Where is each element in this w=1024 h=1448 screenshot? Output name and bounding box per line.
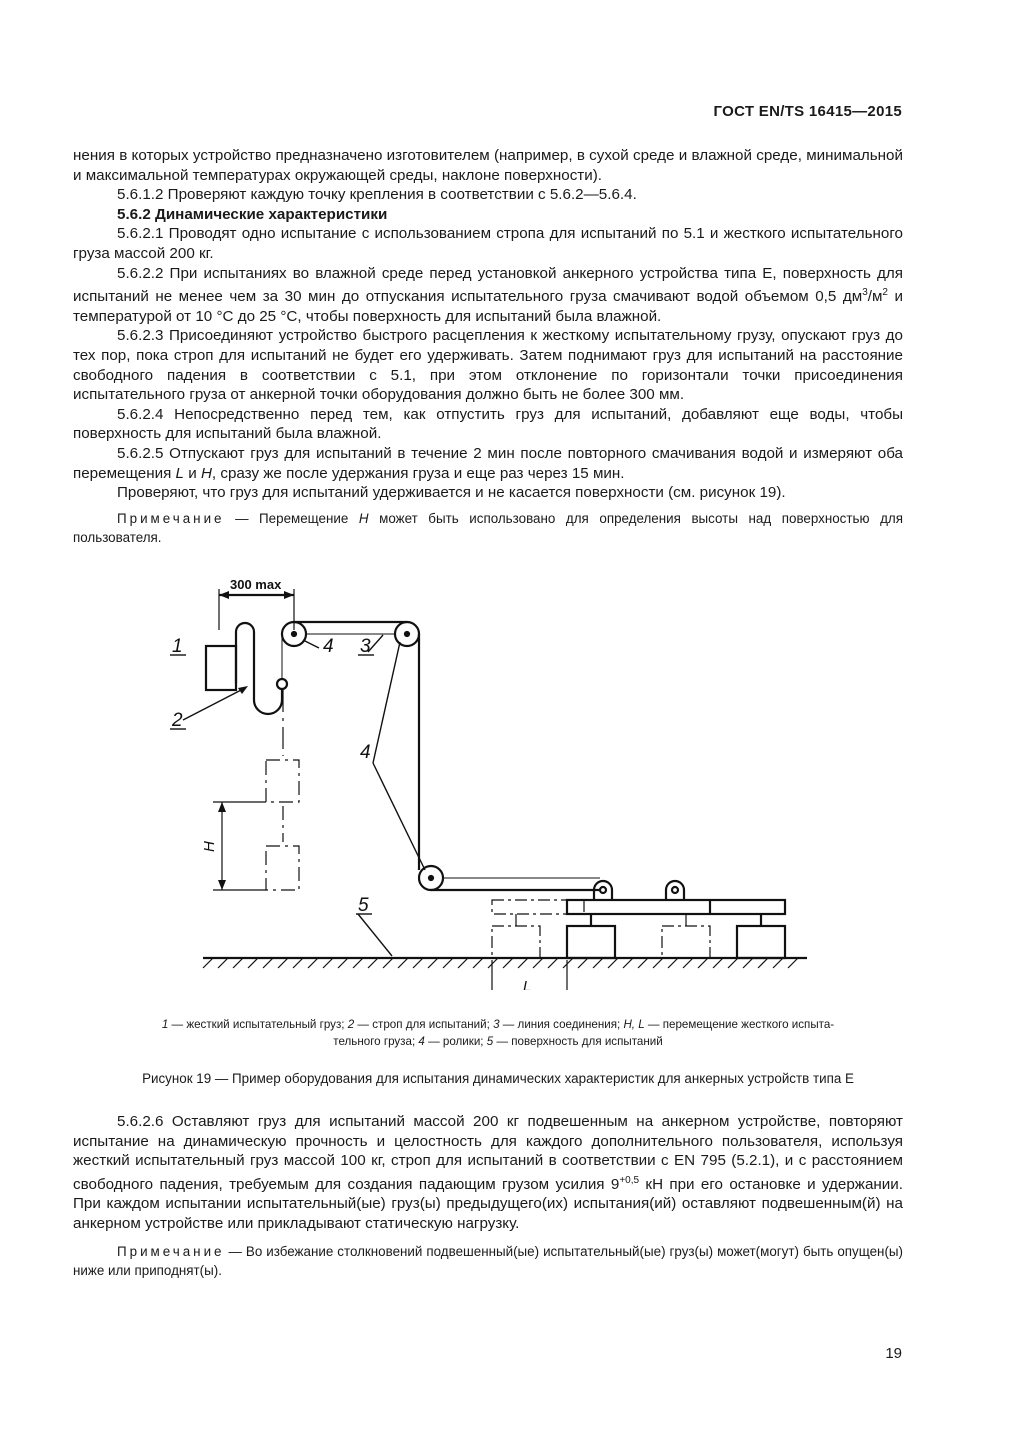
label-H: H bbox=[201, 841, 218, 852]
paragraph-5-6-2-5: 5.6.2.5 Отпускают груз для испытаний в течение 2 мин после повторного смачивания водой и измеряют оба перемещения L и H, сразу же после удержания груза и еще раз через 15 мин. bbox=[73, 444, 903, 482]
label-L: L bbox=[523, 978, 532, 990]
note-1: Примечание — Перемещение H может быть использовано для определения высоты над поверхностью для пользователя. bbox=[73, 510, 903, 545]
test-sling-loop bbox=[236, 623, 282, 714]
paragraph-5-6-2-2: 5.6.2.2 При испытаниях во влажной среде перед установкой анкерного устройства типа Е, поверхность для испытаний не менее чем за 30 мин до отпускания испытательного груза смачивают водой объемом 0,5 $дм^3/м^2$ и температурой от 10 °С до 25 °С, чтобы поверхность для испытаний была влажной. bbox=[73, 264, 903, 325]
label-4-right: 4 bbox=[360, 742, 371, 763]
dim-300-label: 300 max bbox=[230, 577, 282, 592]
figure-19-diagram bbox=[0, 570, 1024, 990]
legend-line-2: тельного груза; 4 — ролики; 5 — поверхность для испытаний bbox=[333, 1035, 663, 1048]
label-5: 5 bbox=[358, 895, 369, 916]
label-4-top: 4 bbox=[323, 636, 334, 657]
attachment-ring bbox=[277, 679, 287, 689]
paragraph-5-6-1-2: 5.6.1.2 Проверяют каждую точку крепления в соответствии с 5.6.2—5.6.4. bbox=[117, 186, 637, 204]
paragraph-5-6-2-1: 5.6.2.1 Проводят одно испытание с использованием стропа для испытаний по 5.1 и жесткого испытательного груза массой 200 кг. bbox=[73, 225, 903, 262]
anchor-rail bbox=[567, 900, 785, 914]
paragraph-check: Проверяют, что груз для испытаний удерживается и не касается поверхности (см. рисунок 19). bbox=[117, 484, 786, 502]
weight-position-lower bbox=[266, 846, 299, 890]
surface-hatching bbox=[203, 958, 798, 968]
note-2: Примечание — Во избежание столкновений подвешенный(ые) испытательный(ые) груз(ы) может(могут) быть опущен(ы) ниже или приподнят(ы). bbox=[73, 1243, 903, 1278]
anchor-support-2 bbox=[737, 926, 785, 958]
label-3: 3 bbox=[360, 636, 371, 657]
legend-line-1: 1 — жесткий испытательный груз; 2 — строп для испытаний; 3 — линия соединения; H, L — перемещение жесткого испыта- bbox=[161, 1018, 835, 1031]
page-number: 19 bbox=[885, 1345, 902, 1362]
anchor-support-1 bbox=[567, 926, 615, 958]
weight-position-upper bbox=[266, 760, 299, 802]
label-2: 2 bbox=[172, 710, 183, 731]
figure-title: Рисунок 19 — Пример оборудования для испытания динамических характеристик для анкерных устройств типа Е bbox=[142, 1071, 854, 1086]
paragraph-5-6-2-6: 5.6.2.6 Оставляют груз для испытаний массой 200 кг подвешенным на анкерном устройстве, повторяют испытание на динамическую прочность и целостность для каждого дополнительного пользователя, используя жесткий испытательный груз массой 100 кг, строп для испытаний в соответствии с EN 795 (5.2.1), и с расстоянием свободного падения, требуемым для создания падающим грузом усилия $9^{+0,5}$ кН при его остановке и удержании. При каждом испытании испытательный(ые) груз(ы) предыдущего(их) испытания(ий) оставляют подвешенным(й) на анкерном устройстве или прикладывают статическую нагрузку. bbox=[73, 1113, 903, 1233]
paragraph-5-6-2-4: 5.6.2.4 Непосредственно перед тем, как отпустить груз для испытаний, добавляют еще воды, чтобы поверхность для испытаний была влажной. bbox=[73, 405, 903, 443]
text-block-top bbox=[73, 146, 903, 547]
rigid-weight-box bbox=[206, 646, 236, 690]
standard-code-header: ГОСТ EN/TS 16415—2015 bbox=[713, 103, 902, 120]
paragraph-5-6-2-3: 5.6.2.3 Присоединяют устройство быстрого расцепления к жесткому испытательному грузу, опускают груз до тех пор, пока строп для испытаний не будет его удерживать. Затем поднимают груз для испытаний на расстояние свободного падения в соответствии с 5.1, при этом отклонение по горизонтали точки присоединения испытательного груза от анкерной точки оборудования должно быть не более 300 мм. bbox=[73, 327, 903, 404]
anchor-eye-2 bbox=[666, 881, 684, 900]
label-1: 1 bbox=[172, 636, 183, 657]
text-block-bottom bbox=[73, 1112, 903, 1280]
figure-legend bbox=[73, 1016, 923, 1050]
section-heading-5-6-2: 5.6.2 Динамические характеристики bbox=[117, 205, 388, 223]
paragraph-continuation: нения в которых устройство предназначено изготовителем (например, в сухой среде и влажной среде, минимальной и максимальной температурах окружающей среды, наклоне поверхности). bbox=[73, 147, 903, 184]
